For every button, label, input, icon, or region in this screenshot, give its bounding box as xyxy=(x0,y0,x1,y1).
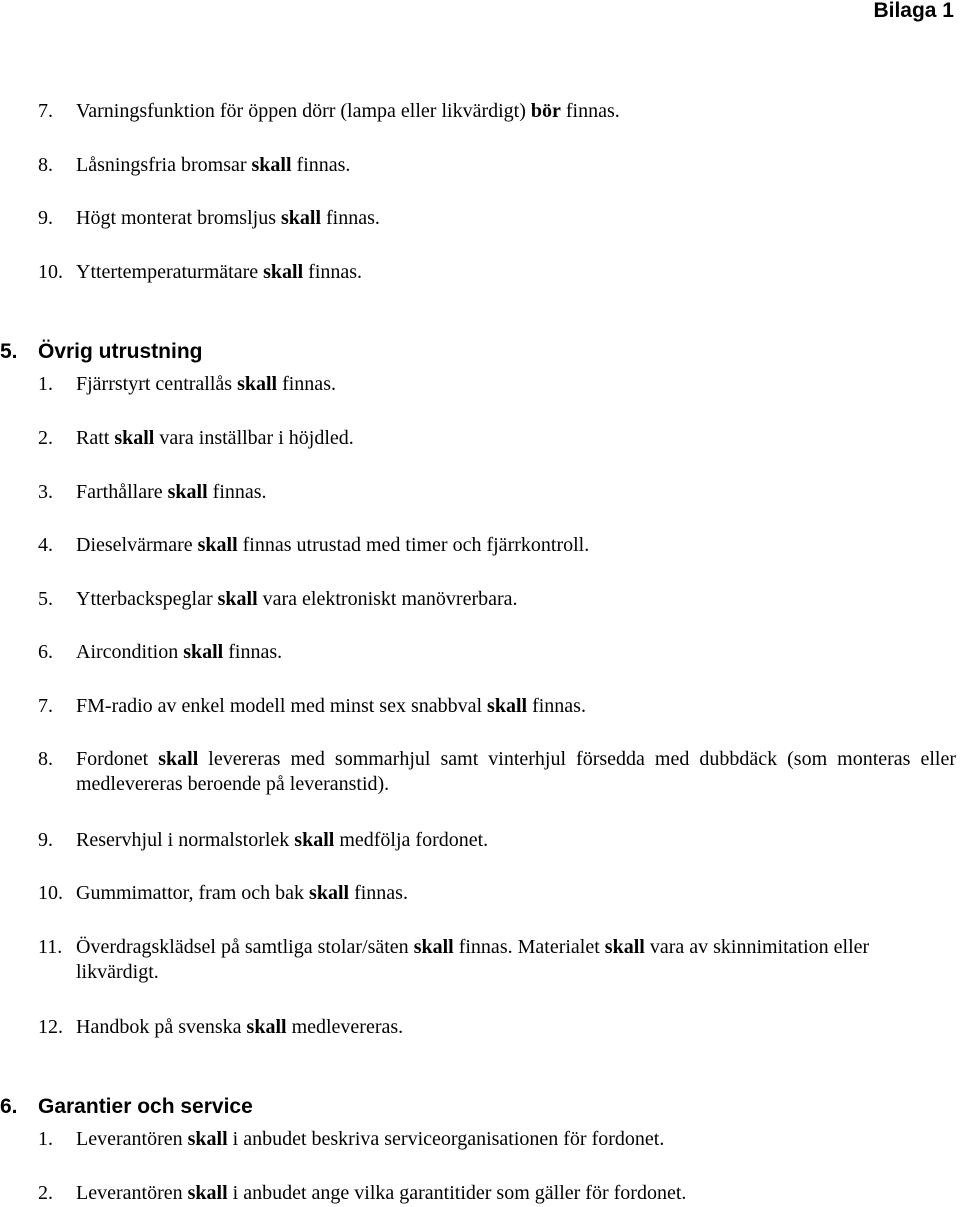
list-item xyxy=(38,533,956,558)
item-number: 11. xyxy=(38,936,63,958)
list-item xyxy=(38,480,956,505)
list-item xyxy=(38,260,956,285)
list-item xyxy=(38,426,956,451)
item-text: Varningsfunktion för öppen dörr (lampa eller likvärdigt) bör finnas. xyxy=(76,100,620,122)
list-item xyxy=(38,1127,956,1152)
item-number: 8. xyxy=(38,748,53,770)
item-text: Överdragsklädsel på samtliga stolar/säten skall finnas. Materialet skall vara av skinnimitation eller likvärdigt. xyxy=(76,936,870,983)
list-item xyxy=(38,1181,956,1206)
item-text: Låsningsfria bromsar skall finnas. xyxy=(76,154,351,176)
item-number: 2. xyxy=(38,427,53,449)
item-text: Fjärrstyrt centrallås skall finnas. xyxy=(76,373,336,395)
item-text: FM-radio av enkel modell med minst sex snabbval skall finnas. xyxy=(76,695,586,717)
item-text: Handbok på svenska skall medlevereras. xyxy=(76,1016,404,1038)
item-number: 3. xyxy=(38,481,53,503)
list-item xyxy=(38,828,956,853)
item-text: Ratt skall vara inställbar i höjdled. xyxy=(76,427,354,449)
section-title: Övrig utrustning xyxy=(38,340,203,363)
item-text: Högt monterat bromsljus skall finnas. xyxy=(76,207,380,229)
item-text: Gummimattor, fram och bak skall finnas. xyxy=(76,882,408,904)
item-number: 10. xyxy=(38,261,63,283)
list-item xyxy=(38,587,956,612)
list-item xyxy=(38,881,956,906)
item-number: 12. xyxy=(38,1016,63,1038)
item-number: 9. xyxy=(38,829,53,851)
item-number: 9. xyxy=(38,207,53,229)
item-number: 8. xyxy=(38,154,53,176)
list-item xyxy=(38,694,956,719)
list-item xyxy=(38,935,956,985)
list-item xyxy=(38,99,956,124)
section-number: 5. xyxy=(0,340,18,363)
item-number: 10. xyxy=(38,882,63,904)
section-number: 6. xyxy=(0,1095,18,1118)
list-item xyxy=(38,747,956,797)
item-text: Yttertemperaturmätare skall finnas. xyxy=(76,261,363,283)
section-heading xyxy=(0,1094,253,1119)
item-number: 5. xyxy=(38,588,53,610)
section-heading xyxy=(0,339,203,364)
list-item xyxy=(38,153,956,178)
item-text: Ytterbackspeglar skall vara elektroniskt manövrerbara. xyxy=(76,588,518,610)
item-number: 7. xyxy=(38,695,53,717)
item-number: 2. xyxy=(38,1182,53,1204)
list-item xyxy=(38,1015,956,1040)
item-number: 1. xyxy=(38,373,53,395)
list-item xyxy=(38,372,956,397)
item-text: Aircondition skall finnas. xyxy=(76,641,283,663)
item-text: Farthållare skall finnas. xyxy=(76,481,267,503)
item-text: Reservhjul i normalstorlek skall medfölja fordonet. xyxy=(76,829,489,851)
item-number: 7. xyxy=(38,100,53,122)
section-title: Garantier och service xyxy=(38,1095,253,1118)
item-text: Dieselvärmare skall finnas utrustad med timer och fjärrkontroll. xyxy=(76,534,590,556)
item-number: 6. xyxy=(38,641,53,663)
list-item xyxy=(38,206,956,231)
appendix-label: Bilaga 1 xyxy=(873,0,954,22)
list-item xyxy=(38,640,956,665)
item-text: Fordonet skall levereras med sommarhjul samt vinterhjul försedda med dubbdäck (som monteras eller medlevereras beroende på leveranstid). xyxy=(76,748,956,795)
item-number: 4. xyxy=(38,534,53,556)
item-number: 1. xyxy=(38,1128,53,1150)
item-text: Leverantören skall i anbudet ange vilka garantitider som gäller för fordonet. xyxy=(76,1182,687,1204)
item-text: Leverantören skall i anbudet beskriva serviceorganisationen för fordonet. xyxy=(76,1128,665,1150)
